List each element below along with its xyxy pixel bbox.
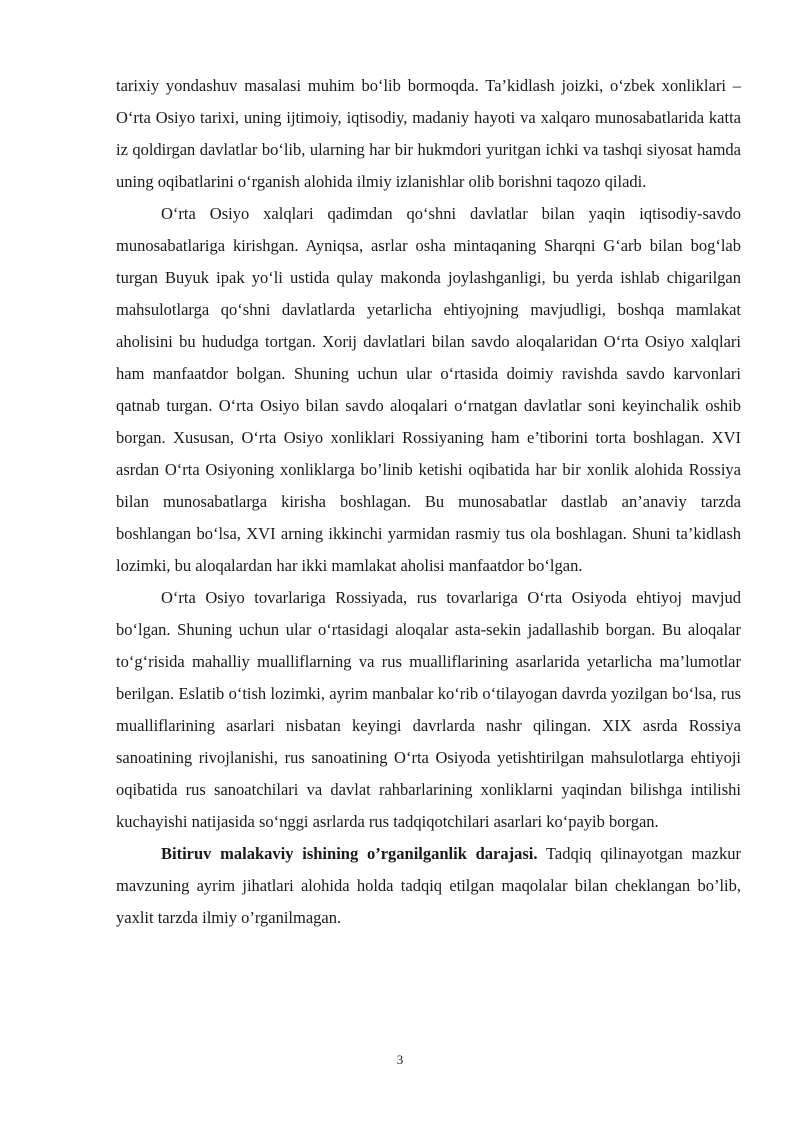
paragraph-4-text: Tadqiq qilinayotgan mazkur mavzuning ayrim jihatlari alohida holda tadqiq etilgan maqolalar bilan cheklangan bo’lib, yaxlit tarzda ilmiy o’rganilmagan. — [116, 844, 741, 927]
document-page — [116, 70, 741, 934]
page-number: 3 — [396, 1052, 404, 1067]
paragraph-3: O‘rta Osiyo tovarlariga Rossiyada, rus tovarlariga O‘rta Osiyoda ehtiyoj mavjud bo‘lgan. Shuning uchun ular o‘rtasidagi aloqalar asta-sekin jadallashib borgan. Bu aloqalar to‘g‘risida mahalliy mualliflarning va rus mualliflarining asarlarida yetarlicha ma’lumotlar berilgan. Eslatib o‘tish lozimki, ayrim manbalar ko‘rib o‘tilayogan davrda yozilgan bo‘lsa, rus mualliflarining asarlari nisbatan keyingi davrlarda nashr qilingan. XIX asrda Rossiya sanoatining rivojlanishi, rus sanoatining O‘rta Osiyoda yetishtirilgan mahsulotlarga ehtiyoji oqibatida rus sanoatchilari va davlat rahbarlarining xonliklarni yaqindan bilishga intilishi kuchayishi natijasida so‘nggi asrlarda rus tadqiqotchilari asarlari ko‘payib borgan. — [116, 588, 741, 831]
section-heading: Bitiruv malakaviy ishining o’rganilganlik darajasi. — [161, 844, 538, 863]
paragraph-1: tarixiy yondashuv masalasi muhim bo‘lib bormoqda. Ta’kidlash joizki, o‘zbek xonliklari – O‘rta Osiyo tarixi, uning ijtimoiy, iqtisodiy, madaniy hayoti va xalqaro munosabatlarida katta iz qoldirgan davlatlar bo‘lib, ularning har bir hukmdori yuritgan ichki va tashqi siyosat hamda uning oqibatlarini o‘rganish alohida ilmiy izlanishlar olib borishni taqozo qiladi. — [116, 76, 741, 191]
paragraph-4 — [116, 838, 741, 934]
paragraph-2: O‘rta Osiyo xalqlari qadimdan qo‘shni davlatlar bilan yaqin iqtisodiy-savdo munosabatlariga kirishgan. Ayniqsa, asrlar osha mintaqaning Sharqni G‘arb bilan bog‘lab turgan Buyuk ipak yo‘li ustida qulay makonda joylashganligi, bu yerda ishlab chigarilgan mahsulotlarga qo‘shni davlatlarda yetarlicha ehtiyojning mavjudligi, boshqa mamlakat aholisini bu hududga tortgan. Xorij davlatlari bilan savdo aloqalaridan O‘rta Osiyo xalqlari ham manfaatdor bolgan. Shuning uchun ular o‘rtasida doimiy ravishda savdo karvonlari qatnab turgan. O‘rta Osiyo bilan savdo aloqalari o‘rnatgan davlatlar soni keyinchalik oshib borgan. Xususan, O‘rta Osiyo xonliklari Rossiyaning ham e’tiborini torta boshlagan. XVI asrdan O‘rta Osiyoning xonliklarga bo’linib ketishi oqibatida har bir xonlik alohida Rossiya bilan munosabatlarga kirisha boshlagan. Bu munosabatlar dastlab an’anaviy tarzda boshlangan bo‘lsa, XVI arning ikkinchi yarmidan rasmiy tus ola boshlagan. Shuni ta’kidlash lozimki, bu aloqalardan har ikki mamlakat aholisi manfaatdor bo‘lgan. — [116, 204, 741, 575]
